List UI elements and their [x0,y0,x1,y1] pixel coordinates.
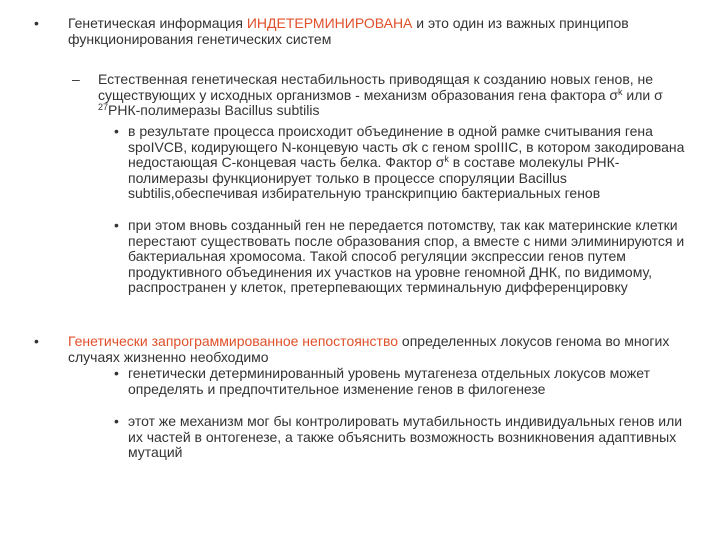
point-fusion-process [114,123,688,202]
subitem-text: РНК-полимеразы Bacillus subtilis [108,102,320,119]
highlight-text: ИНДЕТЕРМИНИРОВАНА [246,15,413,31]
item-genetic-info [68,16,678,47]
point-not-inherited [114,217,688,296]
superscript: 27 [98,102,109,113]
subitem-natural-instability [72,71,688,119]
point-text: в результате процесса происходит объединение в одной рамке считывания гена spoIVCB, кодирующего N-концевую часть σk с геном spoIIIC, в котором закодирована недостающая С-концевая часть белка. Фактор σ [128,123,685,171]
highlight-text: Генетически запрограммированное непостоянство [68,333,399,349]
point-text: этот же механизм мог бы контролировать мутабильность индивидуальных генов или их частей в онтогенезе, а также объяснить возможность возникновения адаптивных мутаций [128,413,683,461]
item-text: определенных локусов генома во многих случаях жизненно необходимо [68,333,670,365]
bullet-marker: • [114,123,119,139]
subitem-text: или σ [622,86,663,103]
dash-marker: – [72,71,80,87]
bullet-marker: • [34,333,39,349]
point-mutability-control [114,413,688,461]
bullet-marker: • [34,15,39,31]
point-mutagenesis-level [114,365,688,397]
bullet-marker: • [114,217,119,233]
bullet-marker: • [114,413,119,429]
superscript: k [618,86,623,97]
subitem-text: Естественная генетическая нестабильность приводящая к созданию новых генов, не существующих у исходных организмов - механизм образования гена фактора σ [98,71,654,103]
superscript: k [444,154,449,165]
item-text: и это один из важных принципов функционирования генетических систем [68,15,629,47]
item-text: Генетическая информация [68,15,247,31]
point-text: в составе молекулы РНК-полимеразы функционирует только в процессе споруляции Bacillus subtilis,обеспечивая избирательную транскрипцию бактериальных генов [128,154,620,202]
bullet-marker: • [114,365,119,381]
point-text: генетически детерминированный уровень мутагенеза отдельных локусов может определять и предпочтительное изменение генов в филогенезе [128,365,651,397]
item-programmed-instability [68,334,678,365]
point-text: при этом вновь созданный ген не передается потомству, так как материнские клетки перестают существовать после образования спор, а вместе с ними элиминируются и бактериальная хромосома. Такой способ регуляции экспрессии генов путем продуктивного объединения их участков на уровне геномной ДНК, по видимому, распространен у клеток, претерпевающих терминальную дифференцировку [128,217,685,296]
